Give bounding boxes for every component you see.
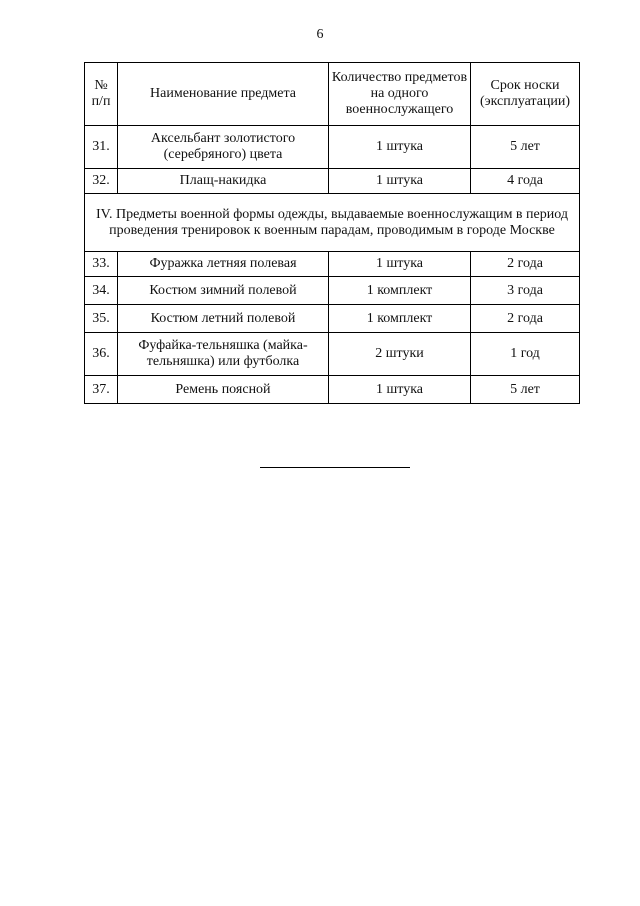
table-row	[85, 277, 580, 305]
section-row	[85, 194, 580, 252]
row-num: 33.	[85, 252, 118, 277]
row-quantity: 1 штука	[329, 252, 471, 277]
row-quantity: 2 штуки	[329, 333, 471, 376]
table-row	[85, 126, 580, 169]
row-term: 5 лет	[471, 376, 580, 404]
row-num: 32.	[85, 169, 118, 194]
table-row	[85, 169, 580, 194]
end-divider-line	[260, 467, 410, 468]
row-num: 31.	[85, 126, 118, 169]
row-name: Костюм летний полевой	[118, 305, 329, 333]
row-num: 35.	[85, 305, 118, 333]
row-num: 34.	[85, 277, 118, 305]
header-quantity: Количество предметов на одного военнослужащего	[329, 63, 471, 126]
table-row	[85, 252, 580, 277]
row-term: 1 год	[471, 333, 580, 376]
row-term: 2 года	[471, 252, 580, 277]
header-term: Срок носки (эксплуатации)	[471, 63, 580, 126]
table-header-row	[85, 63, 580, 126]
table-row	[85, 333, 580, 376]
row-num: 36.	[85, 333, 118, 376]
row-term: 5 лет	[471, 126, 580, 169]
table-row	[85, 376, 580, 404]
header-num: № п/п	[85, 63, 118, 126]
page-number: 6	[316, 27, 324, 42]
row-name: Фуражка летняя полевая	[118, 252, 329, 277]
row-quantity: 1 комплект	[329, 277, 471, 305]
row-quantity: 1 штука	[329, 169, 471, 194]
row-name: Плащ-накидка	[118, 169, 329, 194]
row-term: 2 года	[471, 305, 580, 333]
row-name: Фуфайка-тельняшка (майка-тельняшка) или футболка	[118, 333, 329, 376]
row-name: Аксельбант золотистого (серебряного) цвета	[118, 126, 329, 169]
items-table	[84, 62, 580, 404]
row-name: Ремень поясной	[118, 376, 329, 404]
row-num: 37.	[85, 376, 118, 404]
row-quantity: 1 штука	[329, 126, 471, 169]
row-term: 3 года	[471, 277, 580, 305]
table-row	[85, 305, 580, 333]
row-name: Костюм зимний полевой	[118, 277, 329, 305]
section-title: IV. Предметы военной формы одежды, выдаваемые военнослужащим в период проведения тренировок к военным парадам, проводимым в городе Москве	[85, 194, 580, 252]
row-quantity: 1 комплект	[329, 305, 471, 333]
row-quantity: 1 штука	[329, 376, 471, 404]
header-name: Наименование предмета	[118, 63, 329, 126]
row-term: 4 года	[471, 169, 580, 194]
